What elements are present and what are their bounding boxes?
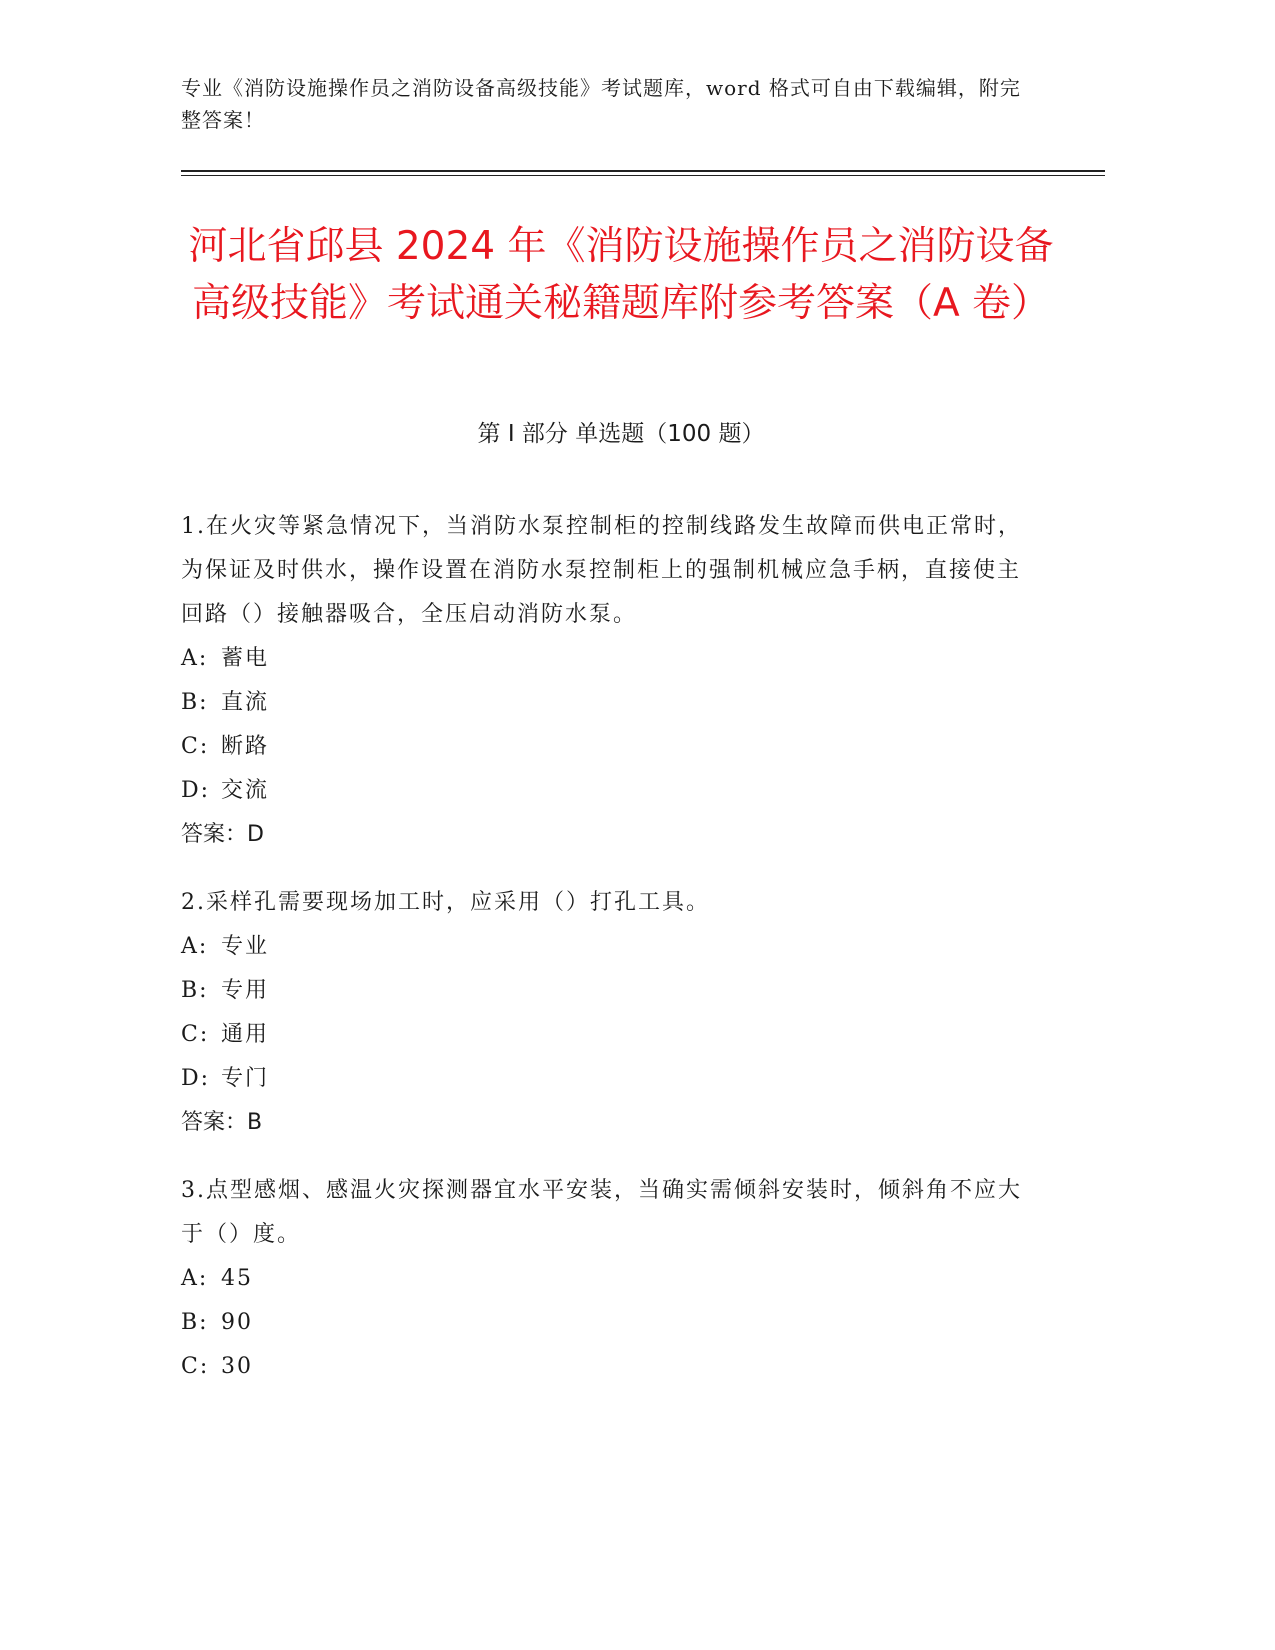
option-text: 专用 — [221, 978, 270, 1003]
option-key: A: — [181, 1266, 209, 1291]
option-key: D: — [181, 778, 211, 803]
option-b — [181, 969, 1041, 1013]
option-text: 45 — [221, 1266, 253, 1291]
question-list — [181, 505, 1041, 1413]
option-c — [181, 1013, 1041, 1057]
option-key: C: — [181, 1022, 210, 1047]
option-text: 交流 — [221, 778, 270, 803]
option-text: 90 — [221, 1310, 253, 1335]
option-text: 通用 — [221, 1022, 270, 1047]
question-stem: 1.在火灾等紧急情况下，当消防水泵控制柜的控制线路发生故障而供电正常时，为保证及时供水，操作设置在消防水泵控制柜上的强制机械应急手柄，直接使主回路（）接触器吸合，全压启动消防水泵。 — [181, 514, 1022, 627]
option-key: B: — [181, 690, 209, 715]
option-text: 专业 — [221, 934, 270, 959]
option-key: D: — [181, 1066, 211, 1091]
header-rule-thin — [181, 175, 1105, 176]
option-c — [181, 725, 1041, 769]
option-key: A: — [181, 934, 209, 959]
option-c — [181, 1345, 1041, 1389]
option-text: 直流 — [221, 690, 270, 715]
option-a — [181, 637, 1041, 681]
question-2 — [181, 881, 1041, 1145]
option-text: 断路 — [221, 734, 270, 759]
option-key: A: — [181, 646, 209, 671]
option-text: 30 — [221, 1354, 253, 1379]
header-note: 专业《消防设施操作员之消防设备高级技能》考试题库，word 格式可自由下载编辑，附完整答案！ — [181, 76, 1021, 132]
question-stem: 2.采样孔需要现场加工时，应采用（）打孔工具。 — [181, 890, 710, 915]
option-key: C: — [181, 1354, 210, 1379]
option-a — [181, 1257, 1041, 1301]
answer: 答案：D — [181, 822, 264, 847]
answer: 答案：B — [181, 1110, 263, 1135]
option-b — [181, 1301, 1041, 1345]
option-d — [181, 1057, 1041, 1101]
option-a — [181, 925, 1041, 969]
header-rule-thick — [181, 170, 1105, 172]
option-text: 专门 — [221, 1066, 270, 1091]
question-stem: 3.点型感烟、感温火灾探测器宜水平安装，当确实需倾斜安装时，倾斜角不应大于（）度。 — [181, 1178, 1022, 1247]
option-b — [181, 681, 1041, 725]
option-key: B: — [181, 978, 209, 1003]
option-d — [181, 769, 1041, 813]
question-3 — [181, 1169, 1041, 1389]
option-key: C: — [181, 734, 210, 759]
document-title: 河北省邱县 2024 年《消防设施操作员之消防设备高级技能》考试通关秘籍题库附参考答案（A 卷） — [188, 224, 1054, 326]
option-key: B: — [181, 1310, 209, 1335]
question-1 — [181, 505, 1041, 857]
option-text: 蓄电 — [221, 646, 270, 671]
section-title: 第 I 部分 单选题（100 题） — [477, 421, 765, 447]
